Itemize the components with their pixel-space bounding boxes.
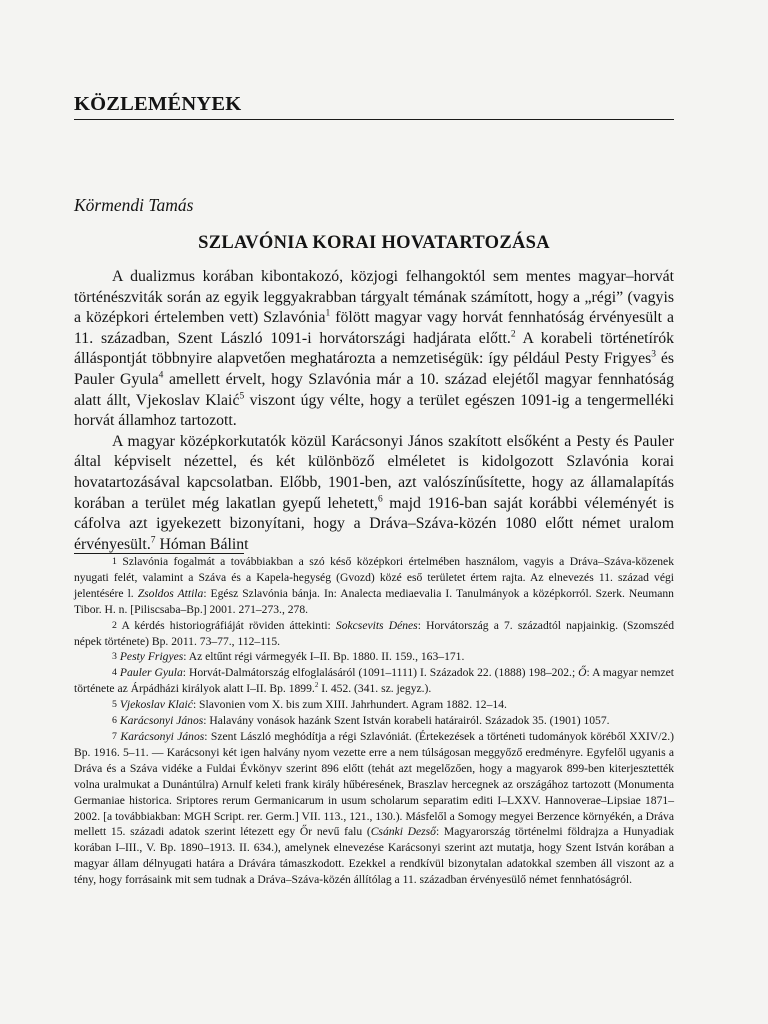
italic-text: Sokcsevits Dénes [335, 618, 418, 632]
text-run: A korabeli történetírók álláspontját többnyire alapvetően meghatározta a nemzetiségük: így például Pesty Frigyes [74, 329, 675, 368]
italic-text: Csánki Dezső [370, 825, 436, 839]
body-paragraph [74, 432, 674, 556]
text-run: fölött magyar vagy horvát fennhatóság érvényesült a 11. században, Szent László 1091-i horvátországi hadjárata előtt. [74, 309, 674, 347]
footnote [74, 554, 674, 618]
text-run: : Slavonien vom X. bis zum XIII. Jahrhundert. Agram 1882. 12–14. [192, 698, 507, 712]
text-run: A dualizmus korában kibontakozó, közjogi felhangoktól sem mentes magyar–horvát történészviták során az egyik leggyakrabban tárgyalt témának számított, hogy a „régi” (vagyis a középkori értelemben vett) Szlavónia [74, 268, 674, 327]
italic-text: Pauler Gyula [119, 666, 183, 680]
footnote-ref[interactable]: 4 [158, 370, 164, 381]
section-title: KÖZLEMÉNYEK [74, 93, 242, 115]
text-run: Hóman Bálint [155, 535, 249, 553]
text-run: I. 452. (341. sz. jegyz.). [318, 682, 432, 696]
text-run: : Szent László meghódítja a régi Szlavóniát. (Értekezések a történeti tudományok köréből XXIV/2.) Bp. 1916. 5–11. — Karácsonyi két igen halvány nyom vezette erre a nem túlságosan meggyőző eredményre. Egyfelől ugyanis a Dráva és a Száva vidéke a Fuldai Évkönyv szerint 896 előtt (tehát azt megelőzően, hogy a magyarok 899-ben kiterjesztették volna uralmukat a Dunántúlra) Arnulf keleti frank király hűbéresének, Braszlav hercegnek az országához tartozott (Monumenta Germaniae historica. Sriptores rerum Germanicarum in usum scholarum separatim editi I–LXXV. Hannoverae–Lipsiae 1871–2002. [a továbbiakban: MGH Script. rer. Germ.] VII. 113., 121., 130.). Másfelől a Somogy megyei Berzence környékén, a Dráva mellett 15. századi adatok szerint létezett egy Őr nevű falu ( [74, 729, 675, 839]
text-run: : A magyar nemzet története az Árpádházi királyok alatt I–II. Bp. 1899. [74, 666, 674, 696]
footnote [74, 697, 674, 713]
footnote-number: 4 [112, 667, 117, 679]
footnotes [74, 554, 674, 888]
footnote-number: 3 [112, 651, 117, 663]
footnote-ref[interactable]: 5 [239, 391, 245, 402]
text-run: majd 1916-ban saját korábbi véleményét is cáfolva azt igyekezett bizonyítani, hogy a Dráva–Száva-közén 1080 előtt német uralom érvényesült. [74, 494, 674, 553]
footnote-number: 6 [112, 715, 117, 727]
footnote [74, 618, 674, 650]
footnote [74, 729, 674, 888]
italic-text: Karácsonyi János [119, 714, 204, 728]
footnote-ref[interactable]: 2 [314, 681, 319, 690]
author-name: Körmendi Tamás [74, 195, 194, 215]
text-run: A kérdés historiográfiáját röviden áttekinti: [121, 618, 336, 632]
italic-text: Pesty Frigyes [119, 650, 184, 664]
footnote [74, 665, 674, 697]
article-body [74, 267, 674, 555]
italic-text: Karácsonyi János [120, 729, 205, 743]
footnote-ref[interactable]: 3 [651, 350, 656, 361]
footnote-number: 7 [112, 730, 117, 742]
text-run: : Magyarország történelmi földrajza a Hunyadiak korában I–III., V. Bp. 1890–1913. II. 634.), amelynek elnevezése Karácsonyi szerint azt mutatja, hogy Szent István korában a magyar állam délnyugati határa a Drávára támaszkodott. Ezekkel a rendkívül bizonytalan adatokkal szemben áll viszont az a tény, hogy forrásaink mit sem tudnak a Dráva–Száva-közén állítólag a 11. században érvényesülő német fennhatóságról. [74, 825, 674, 887]
footnote [74, 649, 674, 665]
article-title: SZLAVÓNIA KORAI HOVATARTOZÁSA [198, 233, 550, 253]
text-run: és Pauler Gyula [74, 350, 674, 388]
text-run: amellett érvelt, hogy Szlavónia már a 10. század elejétől magyar fennhatóság alatt állt, Vjekoslav Klaić [74, 370, 674, 409]
footnote-number: 2 [112, 619, 117, 631]
text-run: : Horvátország a 7. századtól napjainkig. (Szomszéd népek története) Bp. 2011. 73–77., 112–115. [74, 618, 674, 648]
text-run: viszont úgy vélte, hogy a terület egészen 1091-ig a tengermelléki horvát államhoz tartozott. [74, 391, 674, 430]
text-run: : Egész Szlavónia bánja. In: Analecta mediaevalia I. Tanulmányok a középkorról. Szerk. Neumann Tibor. H. n. [Piliscsaba–Bp.] 2001. 271–273., 278. [74, 586, 674, 616]
footnote-number: 5 [112, 699, 117, 711]
footnote-ref[interactable]: 6 [377, 494, 383, 505]
footnote-ref[interactable]: 2 [510, 329, 516, 340]
footnote [74, 713, 674, 729]
italic-text: Ő [578, 666, 587, 680]
footnote-ref[interactable]: 7 [150, 535, 156, 546]
footnote-ref[interactable]: 1 [325, 308, 331, 319]
italic-text: Zsoldos Attila [137, 586, 204, 600]
text-run: : Halavány vonások hazánk Szent István korabeli határairól. Századok 35. (1901) 1057. [203, 714, 610, 728]
text-run: : Az eltűnt régi vármegyék I–II. Bp. 1880. II. 159., 163–171. [183, 650, 465, 664]
text-run: Szlavónia fogalmát a továbbiakban a szó késő középkori értelmében használom, vagyis a Dráva–Száva-közenek nyugati felét, valamint a Száva és a Kapela-hegység (Gvozd) közé eső területet értem rajta. Az elnevezés 11. század végi jelentésére l. [74, 555, 674, 600]
footnote-number: 1 [112, 556, 117, 567]
text-run: A magyar középkorkutatók közül Karácsonyi János szakított elsőként a Pesty és Pauler által képviselt nézettel, és két különböző elméletet is kidolgozott Szlavónia korai hovatartozásával kapcsolatban. Előbb, 1901-ben, azt valószínűsítette, hogy az államalapítás korában a terület még lakatlan gyepű lehetett, [74, 432, 674, 512]
body-paragraph [74, 267, 674, 432]
title-rule [74, 119, 674, 120]
text-run: : Horvát-Dalmátország elfoglalásáról (1091–1111) I. Századok 22. (1888) 198–202.; [182, 666, 579, 680]
italic-text: Vjekoslav Klaić [119, 698, 193, 712]
